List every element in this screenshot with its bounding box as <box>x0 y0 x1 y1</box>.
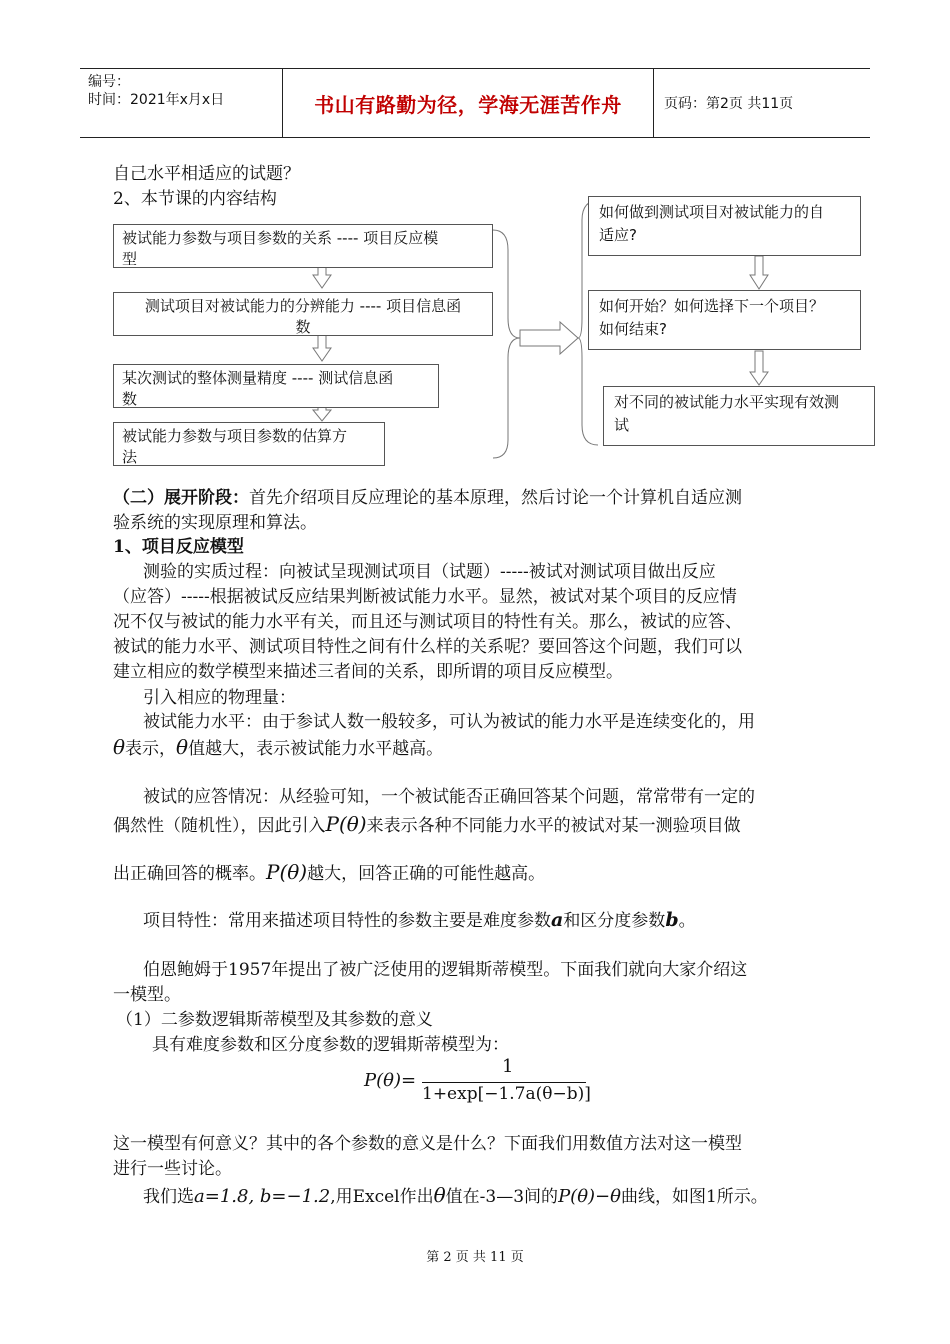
birnbaum-line1: 伯恩鲍姆于1957年提出了被广泛使用的逻辑斯蒂模型。下面我们就向大家介绍这 <box>143 960 748 980</box>
doc-time-label: 时间：2021年x月x日 <box>88 92 225 108</box>
formula-numerator: 1 <box>502 1056 514 1077</box>
ability-line2: θ表示，θ值越大，表示被试能力水平越高。 <box>113 735 444 759</box>
flow-box-start-select-end <box>588 290 861 350</box>
section2-heading: （二）展开阶段： <box>113 488 249 508</box>
flow-box-effective-test <box>603 386 875 446</box>
subsection-title-irt: 1、项目反应模型 <box>113 537 244 557</box>
para1-line: 测验的实质过程：向被试呈现测试项目（试题）-----被试对测试项目做出反应 <box>143 562 716 582</box>
para1-line: （应答）-----根据被试反应结果判断被试能力水平。显然，被试对某个项目的反应情 <box>113 587 737 607</box>
section2-line1: （二）展开阶段：首先介绍项目反应理论的基本原理，然后讨论一个计算机自适应测 <box>113 488 742 508</box>
flow-box-adaptive-question <box>588 196 861 256</box>
theta-symbol: θ <box>176 735 189 759</box>
ability-line1: 被试能力水平：由于参试人数一般较多，可认为被试的能力水平是连续变化的，用 <box>143 712 755 732</box>
flow-box-line: 某次测试的整体测量精度 ---- 测试信息函 <box>122 369 394 387</box>
closing-line3: 我们选a=1.8, b=−1.2,用Excel作出θ值在-3—3间的P(θ)−θ曲线，如图1所示。 <box>143 1183 768 1207</box>
continued-question: 自己水平相适应的试题？ <box>113 164 300 184</box>
doc-number-label: 编号： <box>88 74 130 90</box>
model-subsection-title: （1）二参数逻辑斯蒂模型及其参数的意义 <box>116 1010 433 1030</box>
flow-box-line: 如何开始？如何选择下一个项目？ <box>599 297 825 315</box>
param-values: a=1.8, b=−1.2 <box>194 1186 331 1207</box>
model-intro: 具有难度参数和区分度参数的逻辑斯蒂模型为： <box>152 1035 509 1055</box>
structure-heading: 2、本节课的内容结构 <box>113 189 277 209</box>
birnbaum-line2: 一模型。 <box>113 985 181 1005</box>
closing-line1: 这一模型有何意义？其中的各个参数的意义是什么？下面我们用数值方法对这一模型 <box>113 1134 742 1154</box>
header-page-info: 页码：第2页 共11页 <box>664 96 794 112</box>
flow-box-line: 被试能力参数与项目参数的关系 ---- 项目反应模 <box>122 229 439 247</box>
response-line3: 出正确回答的概率。P(θ)越大，回答正确的可能性越高。 <box>113 860 546 884</box>
param-b-symbol: b <box>665 909 679 931</box>
flow-box-estimation <box>113 422 385 466</box>
flow-box-test-info <box>113 364 439 408</box>
flow-box-line: 法 <box>122 448 138 466</box>
flow-box-line: 数 <box>295 318 311 336</box>
page-footer: 第 2 页 共 11 页 <box>426 1250 524 1265</box>
flow-box-line: 适应? <box>599 226 637 244</box>
formula-lhs: P(θ)= <box>364 1070 417 1091</box>
para1-line: 况不仅与被试的能力水平有关，而且还与测试项目的特性有关。那么，被试的应答、 <box>113 612 742 632</box>
response-line2: 偶然性（随机性），因此引入P(θ)来表示各种不同能力水平的被试对某一测验项目做 <box>113 812 741 836</box>
flow-box-irt-model <box>113 224 493 268</box>
para1-line: 建立相应的数学模型来描述三者间的关系，即所谓的项目反应模型。 <box>113 662 623 682</box>
p-theta-symbol: P(θ) <box>266 860 308 884</box>
flow-box-line: 对不同的被试能力水平实现有效测 <box>614 393 840 411</box>
curve-label: P(θ)−θ <box>558 1186 621 1207</box>
logistic-formula <box>364 1058 594 1110</box>
flow-box-line: 型 <box>122 250 138 268</box>
flow-box-line: 试 <box>614 416 630 434</box>
theta-symbol: θ <box>113 735 126 759</box>
flow-box-item-info <box>113 292 493 336</box>
fraction-bar <box>422 1082 586 1083</box>
item-characteristics: 项目特性：常用来描述项目特性的参数主要是难度参数a和区分度参数b。 <box>143 909 696 931</box>
flow-box-line: 被试能力参数与项目参数的估算方 <box>122 427 348 445</box>
intro-quantities: 引入相应的物理量： <box>143 688 296 708</box>
p-theta-symbol: P(θ) <box>325 812 367 836</box>
param-a-symbol: a <box>551 909 564 931</box>
flow-box-line: 如何结束? <box>599 320 667 338</box>
flow-box-line: 数 <box>122 390 138 408</box>
closing-line2: 进行一些讨论。 <box>113 1159 232 1179</box>
flow-box-line: 如何做到测试项目对被试能力的自 <box>599 203 825 221</box>
para1-line: 被试的能力水平、测试项目特性之间有什么样的关系呢？要回答这个问题，我们可以 <box>113 637 742 657</box>
header-motto: 书山有路勤为径，学海无涯苦作舟 <box>314 92 622 117</box>
theta-symbol: θ <box>433 1183 446 1207</box>
formula-denominator: 1+exp[−1.7a(θ−b)] <box>422 1084 591 1104</box>
response-line1: 被试的应答情况：从经验可知，一个被试能否正确回答某个问题，常常带有一定的 <box>143 787 755 807</box>
flow-box-line: 测试项目对被试能力的分辨能力 ---- 项目信息函 <box>144 297 462 315</box>
section2-line2: 验系统的实现原理和算法。 <box>113 513 317 533</box>
